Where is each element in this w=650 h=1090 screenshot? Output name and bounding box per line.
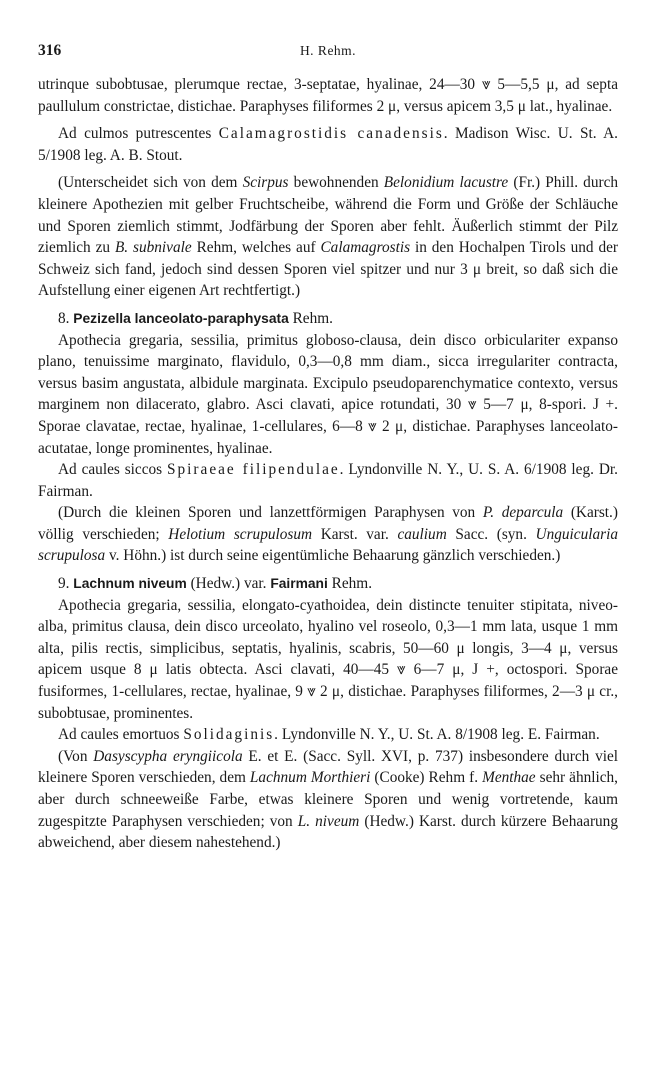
taxon-name: B. subnivale	[114, 239, 192, 257]
taxon-name: caulium	[397, 525, 447, 543]
remark-paragraph: (Unterscheidet sich von dem Scirpus bewohnenden Belonidium lacustre (Fr.) Phill. durch kleinere Apothezien mit gelber Fruchtscheibe, während die Form und Größe der Schläuche und Sporen ziemlich stimmt, Jodfärbung der Sporen aber fehlt. Äußerlich stimmt der Pilz ziemlich zu B. subnivale Rehm, welches auf Calamagrostis in den Hochalpen Tirols und der Schweiz sich fand, jedoch sind dessen Sporen viel spitzer und nur 3 μ breit, so daß sich die Aufstellung einer eigenen Art rechtfertigt.)	[38, 174, 619, 300]
page-header	[38, 40, 618, 62]
species-description-8: Apothecia gregaria, sessilia, primitus globoso-clausa, dein disco orbiculariter expanso plano, tenuissime marginato, flavidulo, 0,3—0,8 mm diam., sicca irregulariter contracta, versus basim angustata, albidule marginata. Excipulo pseudoparenchymatice contexto, versus marginem non dilacerato, glabro. Asci clavati, apice rotundati, 30 ⩔ 5—7 μ, 8-spori. J +. Sporae clavatae, rectae, hyalinae, 1-cellulares, 6—8 ⩔ 2 μ, distichae. Paraphyses lanceolato-acutatae, longe prominentes, hyalinae.	[38, 331, 618, 457]
taxon-name: Belonidium lacustre	[383, 174, 509, 192]
habitat-paragraph-8: Ad caules siccos Spiraeae filipendulae. Lyndonville N. Y., U. S. A. 6/1908 leg. Dr. Fairman.	[38, 461, 618, 500]
species-description-9: Apothecia gregaria, sessilia, elongato-cyathoidea, dein distincte tenuiter stipitata, niveo-alba, primitus clausa, dein disco urceolato, hyalino vel roseolo, 0,3—1 mm lata, usque 1 mm alta, pilis rectis, simplicibus, septatis, hyalinis, scabris, 50—60 μ longis, 3—4 μ, versus apicem usque 8 μ latis obtecta. Asci clavati, 40—45 ⩔ 6—7 μ, J +, octospori. Sporae fusiformes, 1-cellulares, rectae, hyalinae, 9 ⩔ 2 μ, distichae. Paraphyses filiformes, 2—3 μ cr., subobtusae, prominentes.	[38, 596, 618, 722]
paragraph-spores-continued: utrinque subobtusae, plerumque rectae, 3-septatae, hyalinae, 24—30 ⩔ 5—5,5 μ, ad septa paullulum constrictae, distichae. Paraphyses filiformes 2 μ, versus apicem 3,5 μ lat., hyalinae.	[38, 76, 618, 115]
page-number: 316	[38, 42, 62, 59]
remark-paragraph-8: (Durch die kleinen Sporen und lanzettförmigen Paraphysen von P. deparcula (Karst.) völlig verschieden; Helotium scrupulosum Karst. var. caulium Sacc. (syn. Unguicularia scrupulosa v. Höhn.) ist durch seine eigentümliche Behaarung gänzlich verschieden.)	[38, 504, 618, 565]
taxon-name: Scirpus	[242, 174, 289, 192]
taxon-name: Dasyscypha eryngiicola	[93, 747, 243, 765]
species-name: Pezizella lanceolato-paraphysata	[73, 310, 289, 326]
running-head: H. Rehm.	[299, 43, 357, 58]
taxon-name: Helotium scrupulosum	[168, 525, 313, 543]
host-name: Solidaginis	[183, 726, 275, 744]
taxon-name: P. deparcula	[482, 504, 564, 522]
taxon-name: Unguicularia scrupulosa	[38, 525, 618, 565]
species-heading-8: 8. Pezizella lanceolato-paraphysata Rehm.	[58, 309, 333, 327]
taxon-name: Lachnum Morthieri	[249, 769, 371, 787]
taxon-name: Calamagrostis	[320, 239, 411, 257]
variety-name: Fairmani	[270, 576, 328, 592]
species-heading-9: 9. Lachnum niveum (Hedw.) var. Fairmani Rehm.	[58, 575, 373, 593]
host-name: Calamagrostidis canadensis	[218, 125, 444, 143]
habitat-paragraph-9: Ad caules emortuos Solidaginis. Lyndonville N. Y., U. St. A. 8/1908 leg. E. Fairman.	[58, 726, 600, 744]
habitat-paragraph: Ad culmos putrescentes Calamagrostidis canadensis. Madison Wisc. U. St. A. 5/1908 leg. A. B. Stout.	[38, 125, 618, 164]
remark-paragraph-9: (Von Dasyscypha eryngiicola E. et E. (Sacc. Syll. XVI, p. 737) insbesondere durch viel kleinere Sporen verschieden, dem Lachnum Morthieri (Cooke) Rehm f. Menthae sehr ähnlich, aber durch schneeweiße Farbe, etwas kleinere Sporen und wenig vortretende, kaum zugespitzte Paraphysen verschieden; von L. niveum (Hedw.) Karst. durch kürzere Behaarung abweichend, aber diesem nahestehend.)	[38, 747, 619, 852]
host-name: Spiraeae filipendulae	[167, 461, 340, 479]
taxon-name: L. niveum	[297, 812, 360, 830]
taxon-name: Menthae	[482, 769, 536, 787]
species-name: Lachnum niveum	[73, 576, 187, 592]
